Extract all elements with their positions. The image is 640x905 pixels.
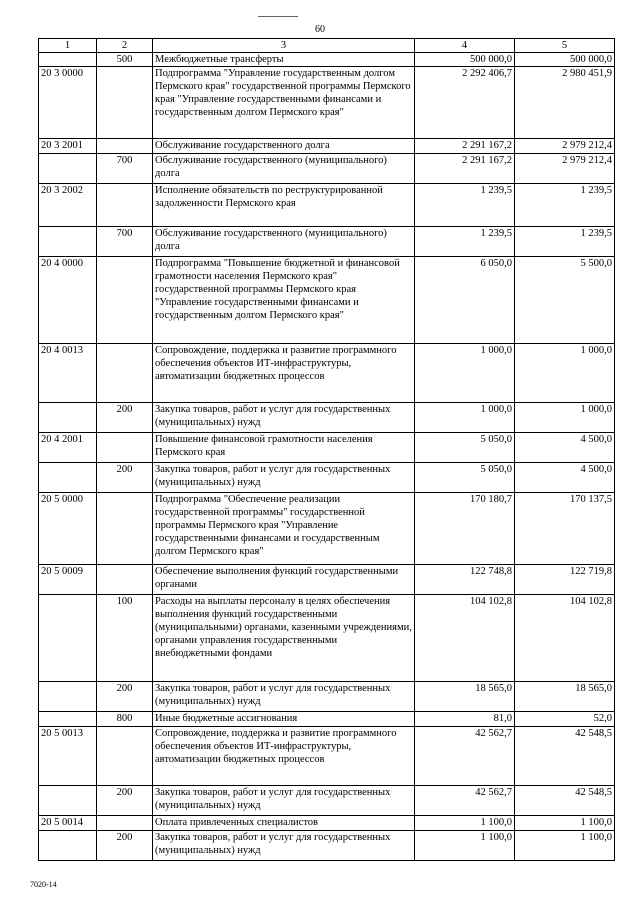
- table-row: [39, 403, 615, 433]
- row-value-col5: 1 000,0: [515, 344, 615, 403]
- column-header: 4: [415, 39, 515, 53]
- table-row: [39, 67, 615, 139]
- row-value-col5: 52,0: [515, 712, 615, 727]
- row-code: 20 3 2001: [39, 139, 97, 154]
- row-name: Исполнение обязательств по реструктурированной задолженности Пермского края: [153, 184, 415, 227]
- row-name: Закупка товаров, работ и услуг для государственных (муниципальных) нужд: [153, 786, 415, 816]
- table-row: [39, 595, 615, 682]
- column-header: 5: [515, 39, 615, 53]
- table-row: [39, 727, 615, 786]
- row-value-col5: 122 719,8: [515, 565, 615, 595]
- row-value-col4: 104 102,8: [415, 595, 515, 682]
- row-name: Закупка товаров, работ и услуг для государственных (муниципальных) нужд: [153, 682, 415, 712]
- row-code: 20 3 2002: [39, 184, 97, 227]
- table-row: [39, 712, 615, 727]
- row-code: [39, 53, 97, 67]
- row-value-col4: 122 748,8: [415, 565, 515, 595]
- column-header: 3: [153, 39, 415, 53]
- row-name: Закупка товаров, работ и услуг для государственных (муниципальных) нужд: [153, 463, 415, 493]
- row-code: [39, 463, 97, 493]
- row-code: [39, 403, 97, 433]
- column-header-row: [39, 39, 615, 53]
- row-name: Подпрограмма "Обеспечение реализации государственной программы" государственной программы Пермского края "Управление государственными финансами и государственным долгом Пермского края": [153, 493, 415, 565]
- row-expense-type: 200: [97, 682, 153, 712]
- table-row: [39, 257, 615, 344]
- row-value-col4: 81,0: [415, 712, 515, 727]
- table-row: [39, 786, 615, 816]
- table-row: [39, 344, 615, 403]
- row-value-col4: 2 292 406,7: [415, 67, 515, 139]
- row-value-col5: 104 102,8: [515, 595, 615, 682]
- row-value-col4: 1 100,0: [415, 831, 515, 861]
- row-value-col4: 1 239,5: [415, 184, 515, 227]
- row-code: 20 4 0000: [39, 257, 97, 344]
- table-row: [39, 154, 615, 184]
- row-value-col4: 42 562,7: [415, 786, 515, 816]
- row-expense-type: [97, 816, 153, 831]
- row-value-col5: 42 548,5: [515, 786, 615, 816]
- row-value-col5: 4 500,0: [515, 463, 615, 493]
- row-expense-type: [97, 433, 153, 463]
- budget-table: [38, 38, 615, 861]
- row-expense-type: 200: [97, 786, 153, 816]
- table-row: [39, 493, 615, 565]
- table-row: [39, 184, 615, 227]
- table-row: [39, 139, 615, 154]
- row-expense-type: 200: [97, 831, 153, 861]
- row-expense-type: [97, 493, 153, 565]
- row-expense-type: 100: [97, 595, 153, 682]
- row-expense-type: 500: [97, 53, 153, 67]
- table-row: [39, 227, 615, 257]
- row-value-col5: 1 000,0: [515, 403, 615, 433]
- row-expense-type: [97, 727, 153, 786]
- row-code: 20 5 0009: [39, 565, 97, 595]
- table-row: [39, 565, 615, 595]
- table-row: [39, 433, 615, 463]
- row-value-col4: 170 180,7: [415, 493, 515, 565]
- row-value-col5: 1 239,5: [515, 227, 615, 257]
- row-name: Обслуживание государственного (муниципального) долга: [153, 227, 415, 257]
- row-name: Подпрограмма "Повышение бюджетной и финансовой грамотности населения Пермского края" государственной программы Пермского края "Управление государственными финансами и государственным долгом Пермского края": [153, 257, 415, 344]
- row-expense-type: 700: [97, 227, 153, 257]
- row-expense-type: [97, 67, 153, 139]
- table-row: [39, 463, 615, 493]
- row-value-col4: 1 000,0: [415, 403, 515, 433]
- row-name: Обеспечение выполнения функций государственными органами: [153, 565, 415, 595]
- row-value-col4: 2 291 167,2: [415, 139, 515, 154]
- row-value-col4: 2 291 167,2: [415, 154, 515, 184]
- row-expense-type: [97, 565, 153, 595]
- row-name: Повышение финансовой грамотности населения Пермского края: [153, 433, 415, 463]
- row-name: Закупка товаров, работ и услуг для государственных (муниципальных) нужд: [153, 403, 415, 433]
- row-expense-type: [97, 184, 153, 227]
- row-value-col4: 5 050,0: [415, 433, 515, 463]
- row-code: [39, 712, 97, 727]
- row-value-col5: 2 979 212,4: [515, 139, 615, 154]
- table-row: [39, 682, 615, 712]
- row-expense-type: 200: [97, 403, 153, 433]
- table-row: [39, 816, 615, 831]
- row-expense-type: [97, 257, 153, 344]
- footer-code: 7020-14: [30, 880, 57, 889]
- row-expense-type: 700: [97, 154, 153, 184]
- row-value-col5: 1 239,5: [515, 184, 615, 227]
- row-value-col4: 18 565,0: [415, 682, 515, 712]
- table-row: [39, 831, 615, 861]
- table-row: [39, 53, 615, 67]
- row-value-col5: 42 548,5: [515, 727, 615, 786]
- row-code: 20 3 0000: [39, 67, 97, 139]
- row-value-col5: 1 100,0: [515, 831, 615, 861]
- row-code: 20 4 0013: [39, 344, 97, 403]
- row-name: Обслуживание государственного долга: [153, 139, 415, 154]
- header-rule: [258, 16, 298, 17]
- row-code: 20 5 0014: [39, 816, 97, 831]
- row-value-col5: 500 000,0: [515, 53, 615, 67]
- row-code: 20 4 2001: [39, 433, 97, 463]
- row-name: Сопровождение, поддержка и развитие программного обеспечения объектов ИТ-инфраструктуры, автоматизации бюджетных процессов: [153, 727, 415, 786]
- row-value-col5: 1 100,0: [515, 816, 615, 831]
- row-name: Расходы на выплаты персоналу в целях обеспечения выполнения функций государственными (муниципальными) органами, казенными учреждениями, органами управления государственными внебюджетными фондами: [153, 595, 415, 682]
- row-value-col4: 1 239,5: [415, 227, 515, 257]
- row-name: Закупка товаров, работ и услуг для государственных (муниципальных) нужд: [153, 831, 415, 861]
- row-expense-type: [97, 344, 153, 403]
- row-expense-type: 800: [97, 712, 153, 727]
- row-value-col4: 1 100,0: [415, 816, 515, 831]
- row-value-col5: 4 500,0: [515, 433, 615, 463]
- row-value-col4: 42 562,7: [415, 727, 515, 786]
- row-value-col5: 170 137,5: [515, 493, 615, 565]
- row-code: [39, 595, 97, 682]
- row-name: Иные бюджетные ассигнования: [153, 712, 415, 727]
- row-code: 20 5 0000: [39, 493, 97, 565]
- row-code: [39, 154, 97, 184]
- row-value-col4: 500 000,0: [415, 53, 515, 67]
- row-value-col4: 6 050,0: [415, 257, 515, 344]
- row-code: [39, 831, 97, 861]
- row-expense-type: 200: [97, 463, 153, 493]
- row-expense-type: [97, 139, 153, 154]
- row-value-col4: 1 000,0: [415, 344, 515, 403]
- row-code: 20 5 0013: [39, 727, 97, 786]
- row-value-col5: 2 979 212,4: [515, 154, 615, 184]
- row-value-col5: 18 565,0: [515, 682, 615, 712]
- row-code: [39, 227, 97, 257]
- row-name: Межбюджетные трансферты: [153, 53, 415, 67]
- row-value-col4: 5 050,0: [415, 463, 515, 493]
- column-header: 2: [97, 39, 153, 53]
- row-value-col5: 2 980 451,9: [515, 67, 615, 139]
- row-name: Сопровождение, поддержка и развитие программного обеспечения объектов ИТ-инфраструктуры, автоматизации бюджетных процессов: [153, 344, 415, 403]
- row-name: Оплата привлеченных специалистов: [153, 816, 415, 831]
- column-header: 1: [39, 39, 97, 53]
- row-name: Обслуживание государственного (муниципального) долга: [153, 154, 415, 184]
- row-value-col5: 5 500,0: [515, 257, 615, 344]
- row-code: [39, 682, 97, 712]
- row-name: Подпрограмма "Управление государственным долгом Пермского края" государственной программы Пермского края "Управление государственными финансами и государственным долгом Пермского края": [153, 67, 415, 139]
- row-code: [39, 786, 97, 816]
- page-number: 60: [315, 24, 325, 35]
